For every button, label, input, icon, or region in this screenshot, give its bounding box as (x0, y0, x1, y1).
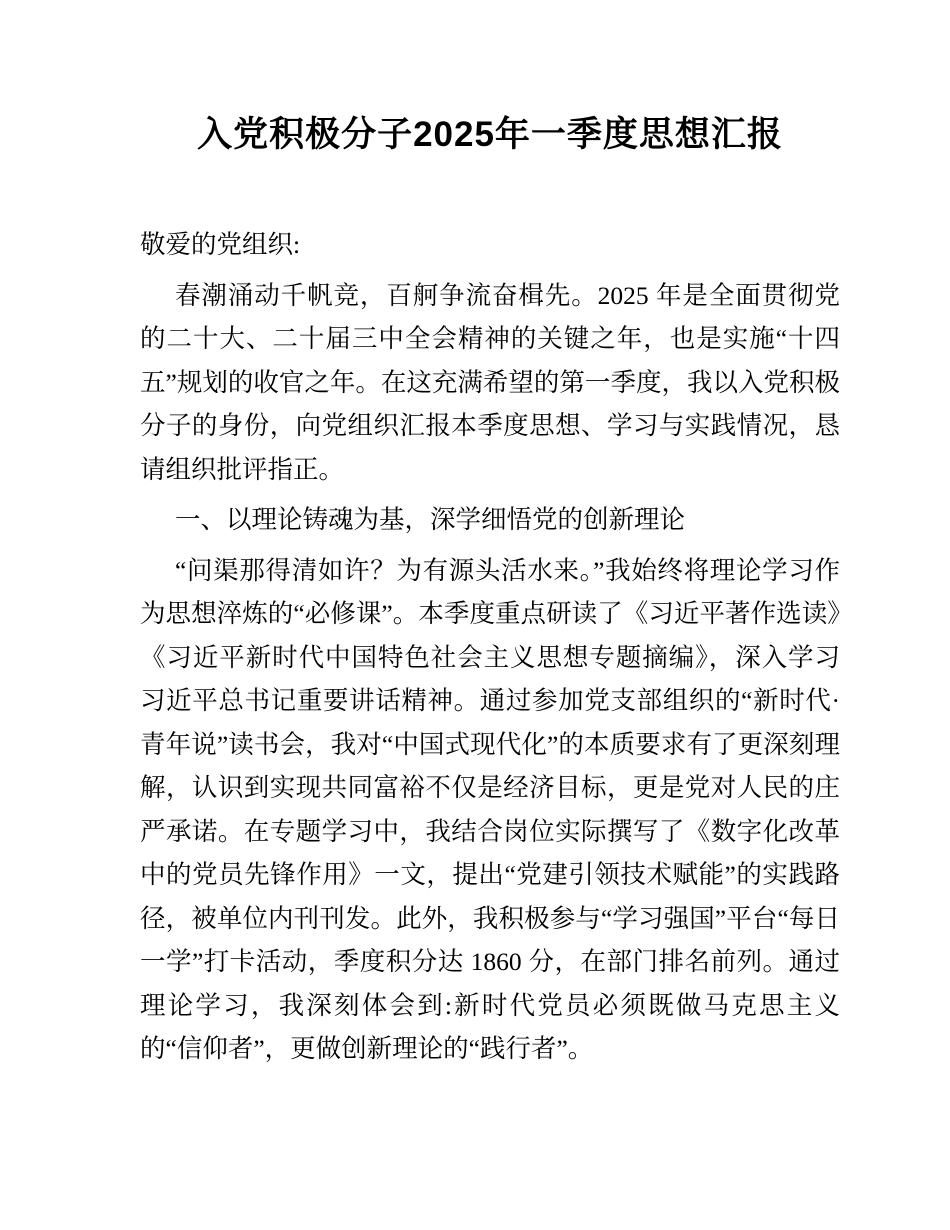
paragraph-theory-study: “问渠那得清如许？为有源头活水来。”我始终将理论学习作为思想淬炼的“必修课”。本季度重点研读了《习近平著作选读》《习近平新时代中国特色社会主义思想专题摘编》，深入学习习近平总书记重要讲话精神。通过参加党支部组织的“新时代·青年说”读书会，我对“中国式现代化”的本质要求有了更深刻理解，认识到实现共同富裕不仅是经济目标，更是党对人民的庄严承诺。在专题学习中，我结合岗位实际撰写了《数字化改革中的党员先锋作用》一文，提出“党建引领技术赋能”的实践路径，被单位内刊刊发。此外，我积极参与“学习强国”平台“每日一学”打卡活动，季度积分达 1860 分，在部门排名前列。通过理论学习，我深刻体会到:新时代党员必须既做马克思主义的“信仰者”，更做创新理论的“践行者”。 (140, 555, 840, 1063)
salutation: 敬爱的党组织: (140, 230, 301, 259)
paragraph-opening: 春潮涌动千帆竞，百舸争流奋楫先。2025 年是全面贯彻党的二十大、二十届三中全会精神的关键之年，也是实施“十四五”规划的收官之年。在这充满希望的第一季度，我以入党积极分子的身份，向党组织汇报本季度思想、学习与实践情况，恳请组织批评指正。 (140, 280, 840, 484)
document-title: 入党积极分子2025年一季度思想汇报 (197, 115, 783, 154)
section-heading-1: 一、以理论铸魂为基，深学细悟党的创新理论 (175, 505, 686, 534)
document-content (140, 0, 840, 1078)
